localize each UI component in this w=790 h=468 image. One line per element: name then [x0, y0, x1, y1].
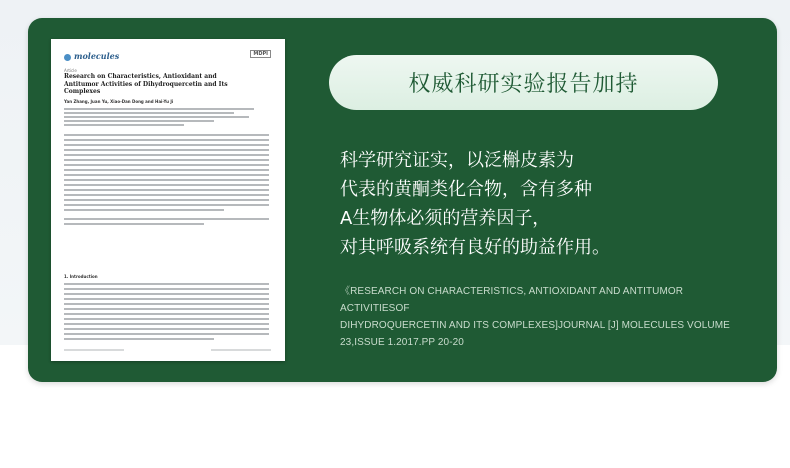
publisher-badge: MDPI [250, 50, 271, 58]
journal-logo: molecules [64, 51, 119, 61]
reference-line: 《RESEARCH ON CHARACTERISTICS, ANTIOXIDANT AND ANTITUMOR ACTIVITIESOF [340, 286, 684, 314]
reference-citation [340, 283, 745, 351]
research-paper-image [51, 39, 285, 361]
description-line: 代表的黄酮类化合物，含有多种 [340, 179, 592, 200]
reference-line: 23,ISSUE 1.2017.PP 20-20 [340, 337, 464, 348]
section-heading: 权威科研实验报告加持 [408, 72, 639, 97]
paper-title: Research on Characteristics, Antioxidant and Antitumor Activities of Dihydroquercetin and Its Complexes [64, 73, 228, 95]
paper-authors: Yan Zhang, Juan Yu, Xiao-Dan Dong and Hai-Yu Ji [64, 99, 174, 104]
description-line: 科学研究证实，以泛槲皮素为 [340, 150, 574, 171]
intro-heading: 1. Introduction [64, 274, 98, 279]
description-line: A生物体必须的营养因子， [340, 208, 551, 229]
description-line: 对其呼吸系统有良好的助益作用。 [340, 237, 610, 258]
section-heading-pill [329, 55, 718, 110]
article-type: Article [64, 68, 77, 73]
description-text [340, 146, 740, 262]
reference-line: DIHYDROQUERCETIN AND ITS COMPLEXES]JOURNAL [J] MOLECULES VOLUME [340, 320, 730, 331]
